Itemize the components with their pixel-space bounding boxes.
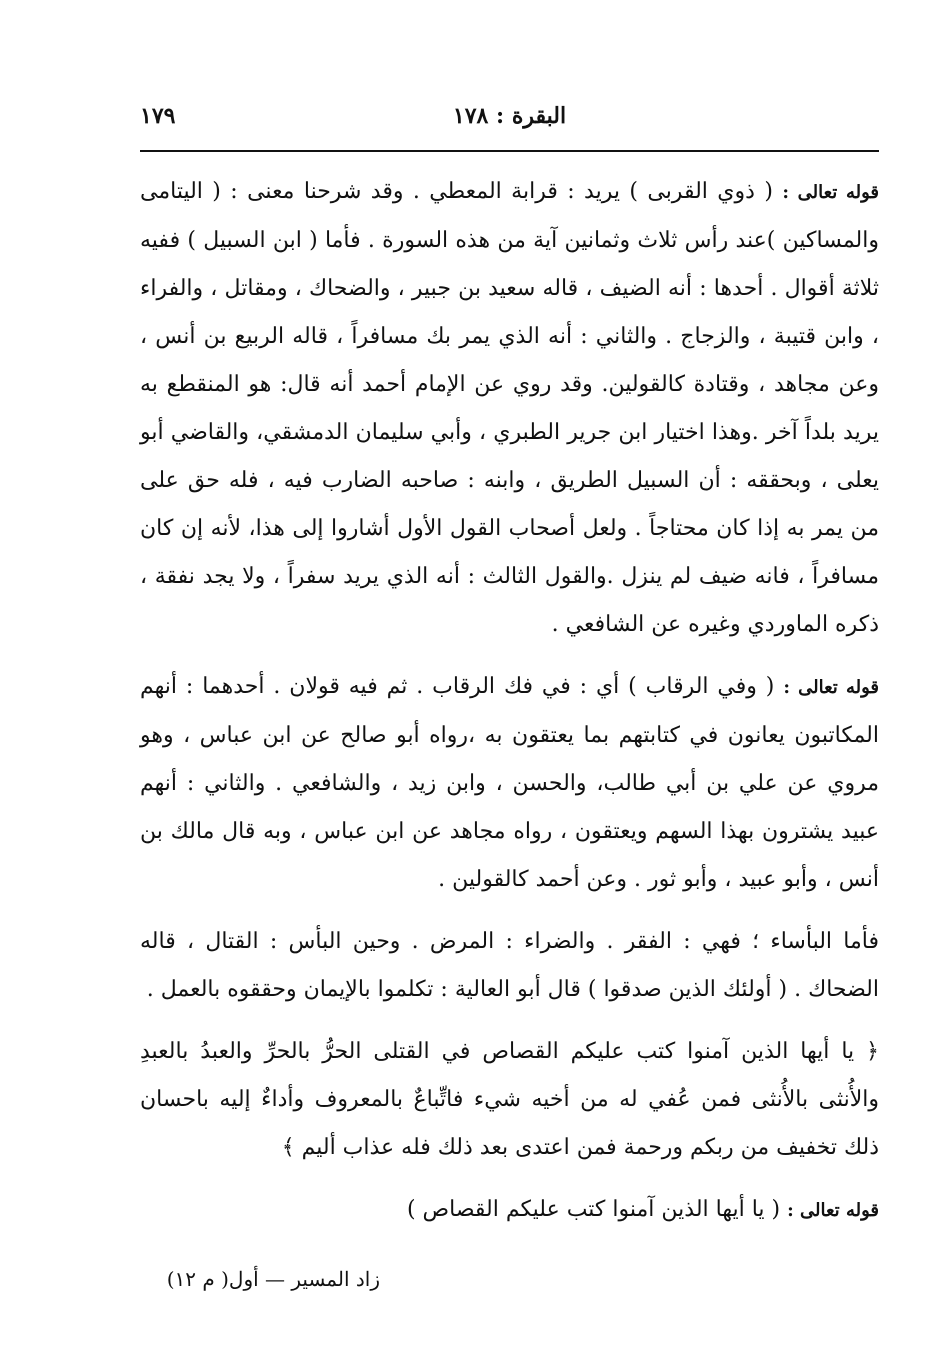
quran-verse xyxy=(140,1028,879,1172)
paragraph-closing xyxy=(140,1186,879,1235)
header-rule xyxy=(140,150,879,152)
paragraph-lead: قوله تعالى : xyxy=(782,182,879,203)
paragraph-dhawi-al-qurba xyxy=(140,168,879,649)
paragraph-text: ( وفي الرقاب ) أي : في فك الرقاب . ثم فيه قولان . أحدهما : أنهم المكاتبون يعانون في كتابتهم بما يعتقون به ،رواه أبو صالح عن ابن عباس ، وهو مروي عن علي بن أبي طالب، والحسن ، وابن زيد ، والشافعي . والثاني : أنهم عبيد يشترون بهذا السهم ويعتقون ، رواه مجاهد عن ابن عباس ، وبه قال مالك بن أنس ، وأبو عبيد ، وأبو ثور . وعن أحمد كالقولين . xyxy=(140,674,879,892)
paragraph-text: ( يا أيها الذين آمنوا كتب عليكم القصاص ) xyxy=(406,1197,781,1222)
paragraph-fi-al-riqab xyxy=(140,663,879,904)
page-header xyxy=(140,95,879,145)
paragraph-al-basaa xyxy=(140,918,879,1014)
sura-title: البقرة : ١٧٨ xyxy=(452,103,567,129)
page-footer: زاد المسير — أول( م ١٢) xyxy=(166,1267,380,1291)
paragraph-text: ( ذوي القربى ) يريد : قرابة المعطي . وقد شرحنا معنى : ( اليتامى والمساكين )عند رأس ثلاث وثمانين آية من هذه السورة . فأما ( ابن السبيل ) ففيه ثلاثة أقوال . أحدها : أنه الضيف ، قاله سعيد بن جبير ، والضحاك ، ومقاتل ، والفراء ، وابن قتيبة ، والزجاج . والثاني : أنه الذي يمر بك مسافراً ، قاله الربيع بن أنس ، وعن مجاهد ، وقتادة كالقولين. وقد روي عن الإمام أحمد أنه قال: هو المنقطع به يريد بلداً آخر .وهذا اختيار ابن جرير الطبري ، وأبي سليمان الدمشقي، والقاضي أبو يعلى ، وبحققه : أن السبيل الطريق ، وابنه : صاحبه الضارب فيه ، فله حق على من يمر به إذا كان محتاجاً . ولعل أصحاب القول الأول أشاروا إلى هذا، لأنه إن كان مسافراً ، فانه ضيف لم ينزل .والقول الثالث : أنه الذي يريد سفراً ، ولا يجد نفقة ، ذكره الماوردي وغيره عن الشافعي . xyxy=(140,179,880,637)
paragraph-lead: قوله تعالى : xyxy=(787,1200,879,1221)
paragraph-lead: قوله تعالى : xyxy=(783,677,879,698)
verse-text: ﴿ يا أيها الذين آمنوا كتب عليكم القصاص في القتلى الحرُّ بالحرِّ والعبدُ بالعبدِ والأُنثى بالأُنثى فمن عُفي له من أخيه شيء فاتِّباعٌ بالمعروف وأداءٌ إليه باحسان ذلك تخفيف من ربكم ورحمة فمن اعتدى بعد ذلك فله عذاب أليم ﴾ xyxy=(140,1039,879,1160)
paragraph-text: فأما البأساء ؛ فهي : الفقر . والضراء : المرض . وحين البأس : القتال ، قاله الضحاك . ( أولئك الذين صدقوا ) قال أبو العالية : تكلموا بالإيمان وحققوه بالعمل . xyxy=(140,929,879,1002)
page-body xyxy=(140,168,879,1249)
page-number: ١٧٩ xyxy=(140,103,176,129)
